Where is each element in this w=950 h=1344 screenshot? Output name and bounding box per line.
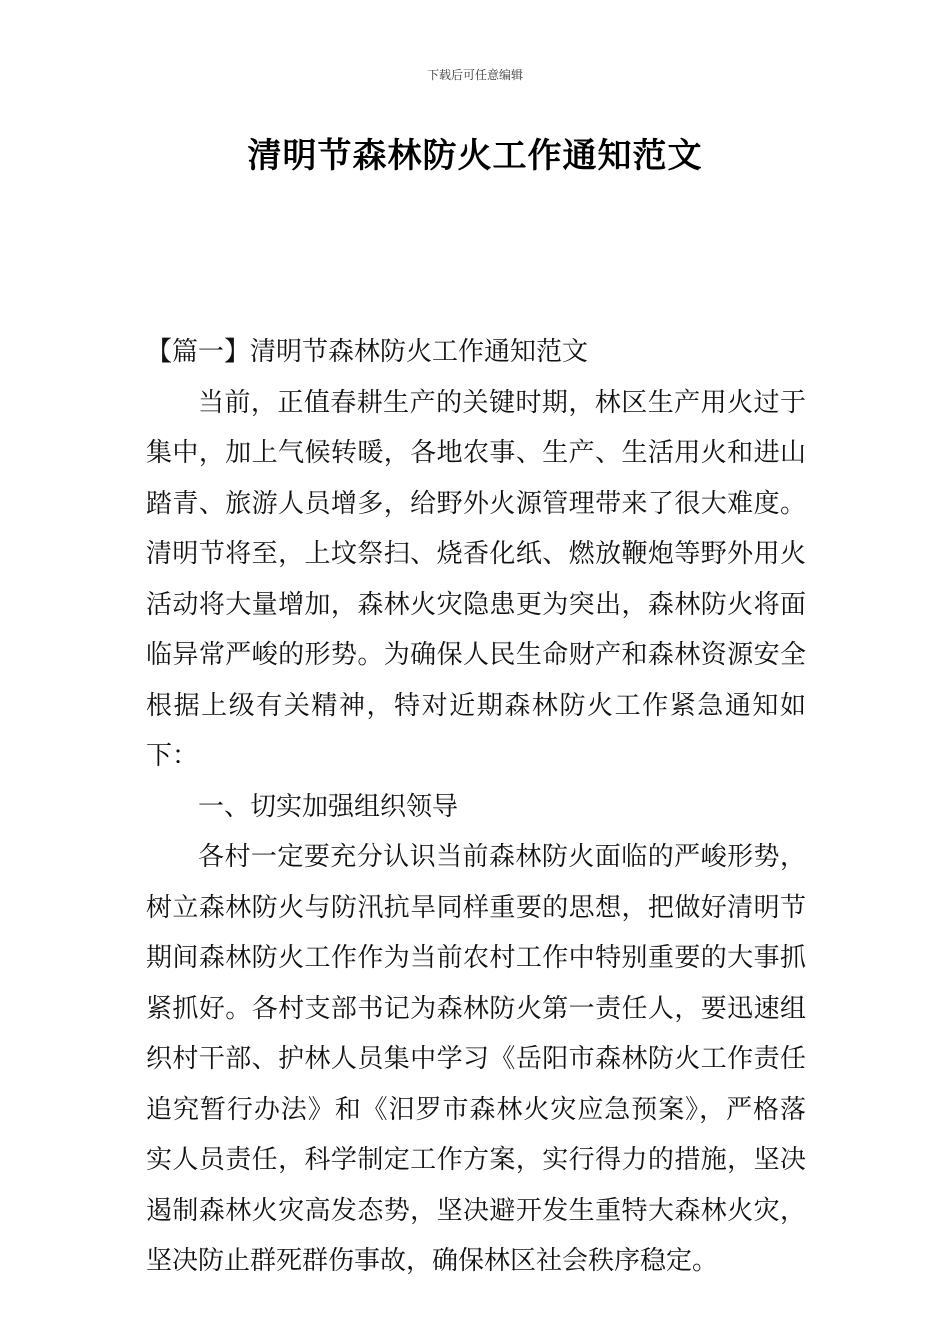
document-title: 清明节森林防火工作通知范文 bbox=[247, 136, 703, 176]
header-note: 下载后可任意编辑 bbox=[426, 68, 523, 82]
subheading-organization: 一、切实加强组织领导 bbox=[198, 791, 459, 822]
paragraph-organization: 各村一定要充分认识当前森林防火面临的严峻形势，树立森林防火与防汛抗旱同样重要的思想，把做好清明节期间森林防火工作作为当前农村工作中特别重要的大事抓紧抓好。各村支部书记为森林防火第一责任人，要迅速组织村干部、护林人员集中学习《岳阳市森林防火工作责任追究暂行办法》和《汨罗市森林火灾应急预案》，严格落实人员责任，科学制定工作方案，实行得力的措施，坚决遏制森林火灾高发态势，坚决避开发生重特大森林火灾，坚决防止群死群伤事故，确保林区社会秩序稳定。 bbox=[146, 842, 806, 1276]
paragraph-intro: 当前，正值春耕生产的关键时期，林区生产用火过于集中，加上气候转暖，各地农事、生产、生活用火和进山踏青、旅游人员增多，给野外火源管理带来了很大难度。清明节将至，上坟祭扫、烧香化纸、燃放鞭炮等野外用火活动将大量增加，森林火灾隐患更为突出，森林防火将面临异常严峻的形势。为确保人民生命财产和森林资源安全根据上级有关精神，特对近期森林防火工作紧急通知如下： bbox=[146, 387, 806, 771]
document-body bbox=[146, 327, 806, 1287]
section-heading: 【篇一】清明节森林防火工作通知范文 bbox=[146, 337, 589, 367]
